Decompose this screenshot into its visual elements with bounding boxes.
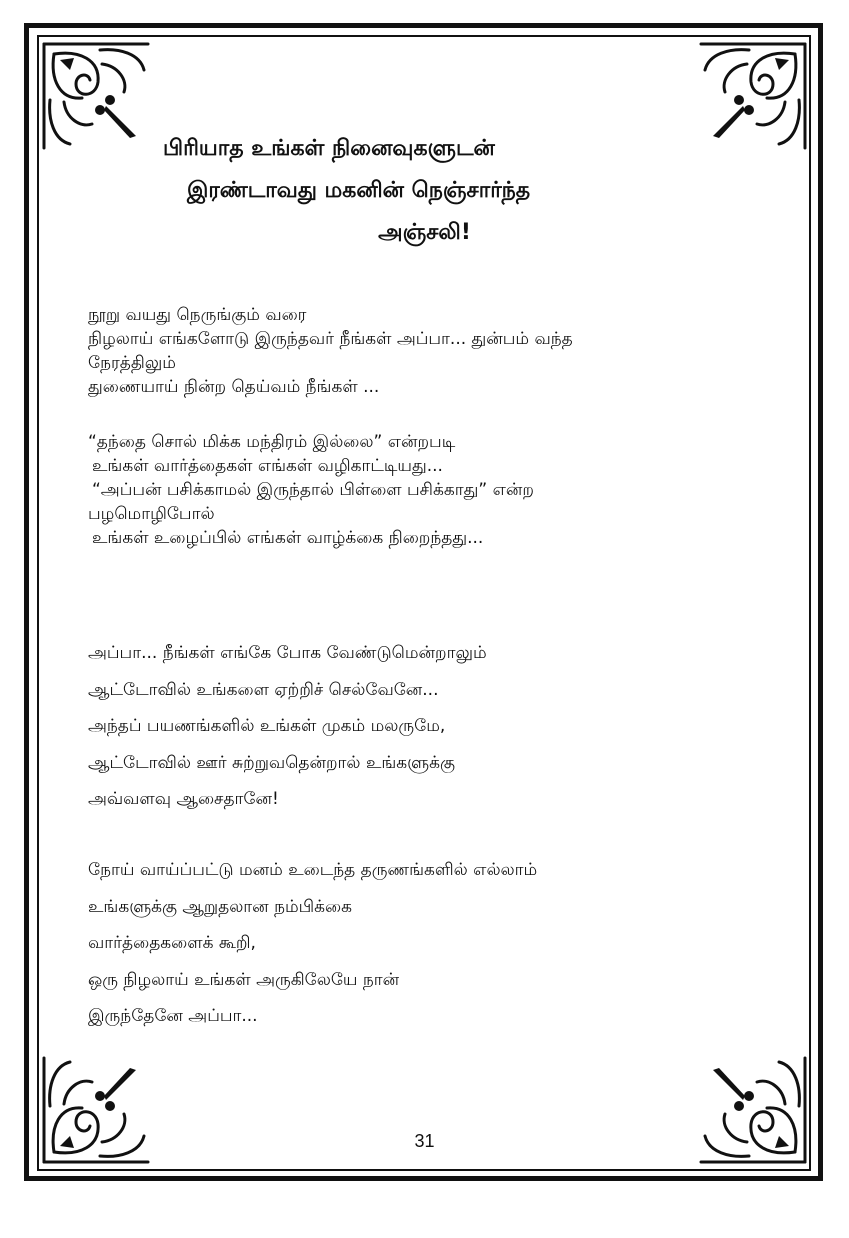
title-line-1: பிரியாத உங்கள் நினைவுகளுடன் — [163, 136, 495, 161]
stanza-line: உங்கள் வார்த்தைகள் எங்கள் வழிகாட்டியது... — [92, 456, 443, 476]
stanza-line: இருந்தேனே அப்பா... — [88, 1006, 258, 1026]
stanza-line: பழமொழிபோல் — [88, 504, 215, 524]
stanza-line: நூறு வயது நெருங்கும் வரை — [88, 305, 307, 325]
stanza-2 — [88, 430, 728, 550]
stanza-line: வார்த்தைகளைக் கூறி, — [88, 933, 256, 953]
stanza-3 — [88, 635, 728, 818]
stanza-line: நேரத்திலும் — [88, 353, 176, 373]
stanza-line: ஒரு நிழலாய் உங்கள் அருகிலேயே நான் — [88, 969, 400, 990]
stanza-line: “தந்தை சொல் மிக்க மந்திரம் இல்லை” என்றபடி — [88, 432, 456, 452]
stanza-line: நிழலாய் எங்களோடு இருந்தவர் நீங்கள் அப்பா... துன்பம் வந்த — [88, 329, 573, 349]
stanza-line: அவ்வளவு ஆசைதானே! — [88, 789, 279, 809]
title-line-2: இரண்டாவது மகனின் நெஞ்சார்ந்த — [187, 178, 531, 203]
stanza-line: உங்கள் உழைப்பில் எங்கள் வாழ்க்கை நிறைந்தது... — [92, 528, 484, 548]
title-line-3: அஞ்சலி! — [378, 220, 471, 245]
stanza-line: நோய் வாய்ப்பட்டு மனம் உடைந்த தருணங்களில் எல்லாம் — [88, 860, 538, 880]
stanza-1 — [88, 303, 728, 399]
stanza-line: அப்பா... நீங்கள் எங்கே போக வேண்டுமென்றாலும் — [88, 643, 487, 663]
stanza-line: துணையாய் நின்ற தெய்வம் நீங்கள் ... — [88, 377, 380, 397]
stanza-line: அந்தப் பயணங்களில் உங்கள் முகம் மலருமே, — [88, 716, 446, 736]
page-number: 31 — [414, 1131, 435, 1151]
stanza-4 — [88, 852, 728, 1035]
stanza-line: ஆட்டோவில் உங்களை ஏற்றிச் செல்வேனே... — [88, 679, 439, 700]
stanza-line: “அப்பன் பசிக்காமல் இருந்தால் பிள்ளை பசிக்காது” என்ற — [92, 480, 534, 500]
stanza-line: உங்களுக்கு ஆறுதலான நம்பிக்கை — [88, 896, 352, 917]
stanza-line: ஆட்டோவில் ஊர் சுற்றுவதென்றால் உங்களுக்கு — [88, 752, 455, 773]
